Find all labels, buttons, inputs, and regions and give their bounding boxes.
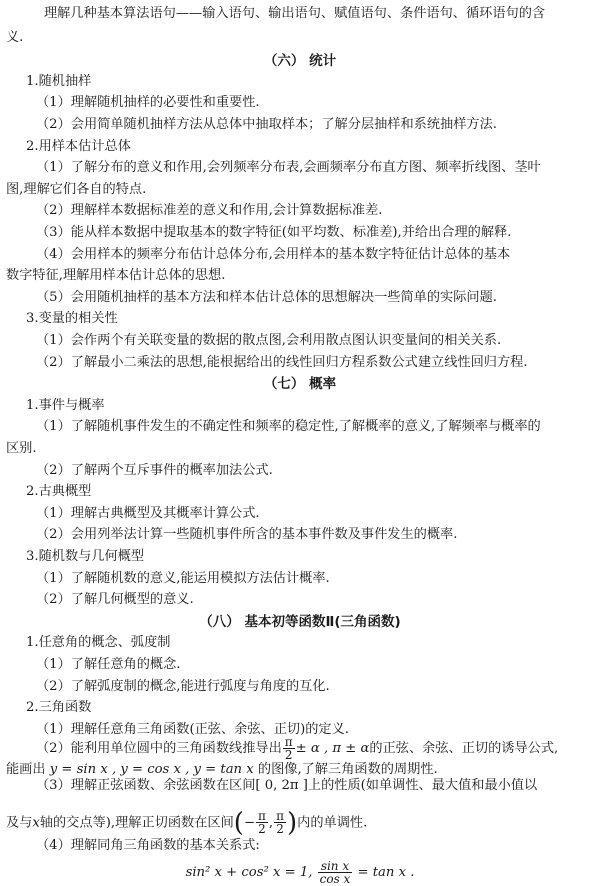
math-pm-alpha: ± α , π ± α (295, 741, 370, 757)
s8-2b-text-post: 的正弦、余弦、正切的诱导公式, (369, 741, 559, 757)
s8-item-2b-line1 (0, 736, 600, 762)
s6-item-2a-line2: 图,理解它们各自的特点. (6, 181, 147, 197)
math-minus: − (243, 815, 255, 831)
section-7-heading: （七） 概率 (263, 376, 337, 393)
s7-item-2a: （1）理解古典概型及其概率计算公式. (36, 505, 260, 521)
s7-item-2b: （2）会用列举法计算一些随机事件所含的基本事件数及事件发生的概率. (36, 527, 458, 543)
s6-item-2d-line1: （4）会用样本的频率分布估计总体分布,会用样本的基本数字特征估计总体的基本 (36, 246, 511, 262)
s7-item-3b: （2）了解几何概型的意义. (36, 592, 194, 608)
s8-item-2d: （4）理解同角三角函数的基本关系式: (36, 837, 260, 853)
s6-item-2a-line1: （1）了解分布的意义和作用,会列频率分布表,会画频率分布直方图、频率折线图、茎叶 (36, 160, 541, 176)
s7-item-3: 3.随机数与几何概型 (26, 548, 145, 564)
identity-right: = tan x . (357, 865, 415, 881)
intro-line-2: 义. (6, 29, 24, 45)
pi-over-2 (274, 810, 286, 835)
fraction-denominator: 2 (284, 748, 293, 763)
s7-item-2: 2.古典概型 (26, 484, 92, 500)
s8-2c-l2-mid: 轴的交点等),理解正切函数在区间 (39, 815, 234, 831)
s6-item-1a: （1）理解随机抽样的必要性和重要性. (36, 95, 260, 111)
s8-item-2c-line2 (0, 807, 600, 838)
fraction-numerator: π (258, 809, 266, 824)
left-paren: ( (233, 807, 244, 838)
fraction-denominator: 2 (276, 822, 284, 837)
fraction-numerator: π (284, 735, 293, 750)
s8-item-1: 1.任意角的概念、弧度制 (26, 635, 171, 651)
neg-pi-over-2 (256, 810, 268, 835)
fraction-denominator: 2 (258, 822, 266, 837)
s8-2b-l2-post: 的图像,了解三角函数的周期性. (257, 762, 438, 778)
s8-2c-text-post: 上的性质(如单调性、最大值和最小值以 (307, 778, 538, 794)
s8-2c-text-pre: （3）理解正弦函数、余弦函数在区间 (36, 778, 256, 794)
s7-item-1a-line1: （1）了解随机事件发生的不确定性和频率的稳定性,了解概率的意义,了解频率与概率的 (36, 419, 541, 435)
right-paren: ) (286, 807, 298, 838)
s8-2c-l2-post: 内的单调性. (297, 815, 368, 831)
math-x: x (32, 815, 40, 831)
s6-item-3b: （2）了解最小二乘法的思想,能根据给出的线性回归方程系数公式建立线性回归方程. (36, 354, 528, 370)
s8-2b-text-pre: （2）能利用单位圆中的三角函数线推导出 (36, 741, 282, 757)
s6-item-1: 1.随机抽样 (26, 73, 92, 89)
section-6-heading: （六） 统计 (263, 53, 337, 70)
s6-item-3: 3.变量的相关性 (26, 311, 118, 327)
fraction-numerator: π (276, 809, 284, 824)
fraction-numerator: sin x (318, 860, 353, 873)
s8-item-1a: （1）了解任意角的概念. (36, 656, 181, 672)
fraction-denominator: cos x (319, 872, 351, 886)
identity-left: sin² x + cos² x = 1, (185, 865, 313, 881)
sin-over-cos (318, 860, 353, 885)
trig-identity-formula (0, 860, 600, 885)
s6-item-2b: （2）理解样本数据标准差的意义和作用,会计算数据标准差. (36, 203, 383, 219)
s7-item-1b: （2）了解两个互斥事件的概率加法公式. (36, 462, 273, 478)
s6-item-3a: （1）会作两个有关联变量的数据的散点图,会利用散点图认识变量间的相关关系. (36, 333, 502, 349)
pi-over-2-fraction (283, 736, 295, 761)
math-interval: [ 0, 2π ] (255, 778, 308, 794)
section-8-heading: （八） 基本初等函数Ⅱ(三角函数) (199, 613, 401, 630)
s6-item-2c: （3）能从样本数据中提取基本的数字特征(如平均数、标准差),并给出合理的解释. (36, 225, 512, 241)
math-functions: y = sin x , y = cos x , y = tan x (49, 762, 254, 778)
s8-item-1b: （2）了解弧度制的概念,能进行弧度与角度的互化. (36, 678, 330, 694)
s7-item-1: 1.事件与概率 (26, 397, 105, 413)
s6-item-2: 2.用样本估计总体 (26, 138, 131, 154)
s8-item-2a: （1）理解任意角三角函数(正弦、余弦、正切)的定义. (36, 721, 349, 737)
math-comma: , (268, 815, 274, 831)
s8-2b-l2-pre: 能画出 (6, 762, 46, 778)
s7-item-3a: （1）了解随机数的意义,能运用模拟方法估计概率. (36, 570, 330, 586)
intro-line-1: 理解几种基本算法语句——输入语句、输出语句、赋值语句、条件语句、循环语句的含 (44, 6, 546, 22)
s8-item-2: 2.三角函数 (26, 700, 92, 716)
s7-item-1a-line2: 区别. (6, 441, 37, 456)
s8-item-2c-line1 (0, 777, 600, 796)
s8-2c-l2-pre: 及与 (6, 815, 33, 831)
s6-item-2e: （5）会用随机抽样的基本方法和样本估计总体的思想解决一些简单的实际问题. (36, 289, 497, 305)
s6-item-2d-line2: 数字特征,理解用样本估计总体的思想. (6, 268, 226, 284)
s6-item-1b: （2）会用简单随机抽样方法从总体中抽取样本；了解分层抽样和系统抽样方法. (36, 117, 497, 133)
